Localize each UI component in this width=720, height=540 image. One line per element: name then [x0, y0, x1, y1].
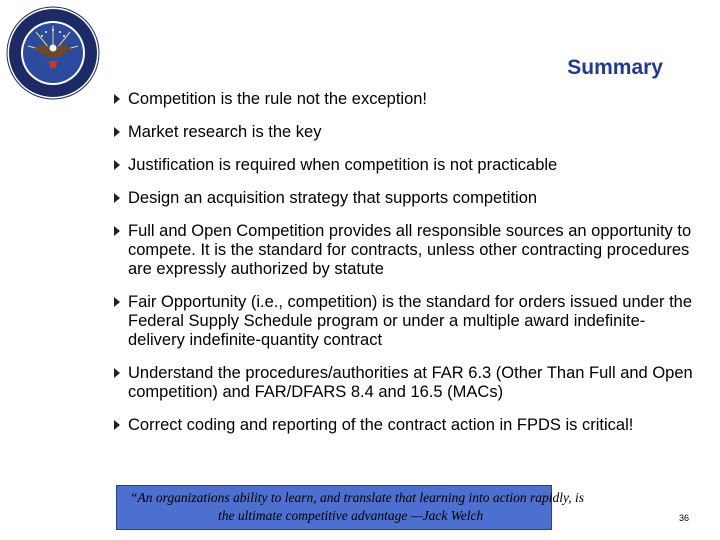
- page-number: 36: [678, 513, 689, 523]
- bullet-text: Full and Open Competition provides all responsible sources an opportunity to compete. It is the standard for contracts, unless other contracting procedures are expressly authorized by statute: [128, 222, 692, 278]
- triangle-bullet-icon: [114, 226, 120, 236]
- triangle-bullet-icon: [114, 160, 120, 170]
- bullet-item: [112, 156, 702, 175]
- triangle-bullet-icon: [114, 127, 120, 137]
- bullet-text: Justification is required when competition is not practicable: [128, 156, 558, 174]
- bullet-item: [112, 222, 702, 279]
- bullet-list: [112, 90, 702, 435]
- triangle-bullet-icon: [114, 368, 120, 378]
- triangle-bullet-icon: [114, 94, 120, 104]
- triangle-bullet-icon: [114, 297, 120, 307]
- bullet-text: Design an acquisition strategy that supports competition: [128, 189, 538, 207]
- bullet-text: Correct coding and reporting of the contract action in FPDS is critical!: [128, 416, 634, 434]
- bullet-item: [112, 189, 702, 208]
- slide-title: Summary: [567, 56, 663, 79]
- bullet-item: [112, 90, 702, 109]
- bullet-item: [112, 416, 702, 435]
- quote-line-2: the ultimate competitive advantage —Jack Welch: [218, 508, 484, 523]
- triangle-bullet-icon: [114, 420, 120, 430]
- bullet-text: Understand the procedures/authorities at FAR 6.3 (Other Than Full and Open competition) and FAR/DFARS 8.4 and 16.5 (MACs): [128, 364, 693, 401]
- bullet-item: [112, 123, 702, 142]
- triangle-bullet-icon: [114, 193, 120, 203]
- bullet-text: Competition is the rule not the exception!: [128, 90, 428, 108]
- dod-seal-logo: [6, 6, 100, 100]
- quote-line-1: “An organizations ability to learn, and translate that learning into action rapidly, is: [130, 490, 585, 505]
- bullet-text: Market research is the key: [128, 123, 322, 141]
- bullet-item: [112, 293, 702, 350]
- bullet-text: Fair Opportunity (i.e., competition) is the standard for orders issued under the Federal Supply Schedule program or under a multiple award indefinite-delivery indefinite-quantity contract: [128, 293, 693, 349]
- bullet-item: [112, 364, 702, 402]
